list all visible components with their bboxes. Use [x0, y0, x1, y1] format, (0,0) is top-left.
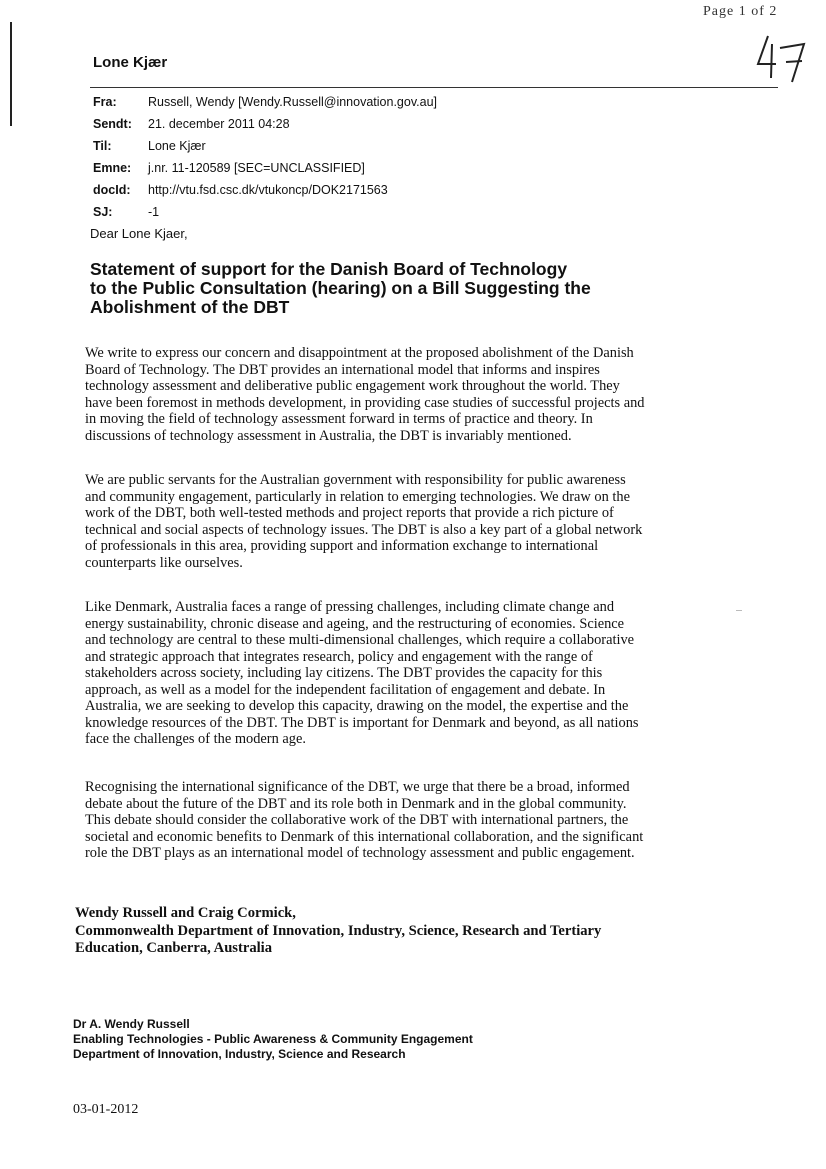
paragraph-line: societal and economic benefits to Denmark of this international collaboration, and the significant	[85, 828, 644, 845]
signature-block	[75, 905, 755, 958]
paragraph-line: approach, as well as a model for the independent facilitation of engagement and debate. In	[85, 681, 606, 698]
field-docid-key: docId:	[93, 183, 131, 197]
footer-line: Department of Innovation, Industry, Science and Research	[73, 1047, 406, 1061]
field-subject-value: j.nr. 11-120589 [SEC=UNCLASSIFIED]	[148, 161, 365, 175]
handwritten-number	[754, 34, 810, 84]
field-sj	[93, 205, 159, 219]
paragraph-line: face the challenges of the modern age.	[85, 731, 306, 747]
signature-line: Wendy Russell and Craig Cormick,	[75, 905, 296, 921]
paragraph-line: technical and social aspects of technology issues. The DBT is also a key part of a global network	[85, 521, 643, 538]
paragraph-concern	[85, 345, 745, 444]
signature-line: Commonwealth Department of Innovation, Industry, Science, Research and Tertiary	[75, 922, 602, 939]
field-docid-value: http://vtu.fsd.csc.dk/vtukoncp/DOK2171563	[148, 183, 388, 197]
paragraph-public-servants	[85, 472, 745, 571]
paragraph-line: We are public servants for the Australian government with responsibility for public awareness	[85, 472, 626, 488]
field-to-key: Til:	[93, 139, 112, 153]
page-number: Page 1 of 2	[703, 4, 778, 19]
field-subject-key: Emne:	[93, 161, 132, 175]
field-sent-key: Sendt:	[93, 117, 132, 131]
paragraph-line: of professionals in this area, providing support and information exchange to international	[85, 538, 599, 554]
title-line: Abolishment of the DBT	[90, 297, 290, 317]
field-docid	[93, 183, 388, 197]
field-sent-value: 21. december 2011 04:28	[148, 117, 290, 131]
field-sent	[93, 117, 290, 131]
field-subject	[93, 161, 365, 175]
paragraph-recognising	[85, 779, 745, 862]
document-date: 03-01-2012	[73, 1102, 139, 1117]
paragraph-line: have been foremost in methods development, in providing case studies of successful projects and	[85, 394, 645, 411]
paragraph-line: role the DBT plays as an international model of technology assessment and public engagement.	[85, 845, 635, 861]
paragraph-line: counterparts like ourselves.	[85, 554, 243, 571]
paragraph-line: energy sustainability, chronic disease and ageing, and the restructuring of economies. Science	[85, 615, 625, 632]
paragraph-line: Board of Technology. The DBT provides an international model that informs and inspires	[85, 361, 600, 378]
field-sj-value: -1	[148, 205, 160, 219]
scan-speck	[736, 610, 742, 611]
paragraph-line: stakeholders across society, including lay citizens. The DBT provides the capacity for this	[85, 665, 603, 681]
paragraph-line: This debate should consider the collaborative work of the DBT with international partners, the	[85, 812, 629, 828]
title-line: Statement of support for the Danish Board of Technology	[90, 259, 568, 279]
paragraph-line: and community engagement, particularly in relation to emerging technologies. We draw on the	[85, 488, 630, 505]
header-divider	[90, 87, 778, 88]
paragraph-line: Australia, we are seeking to develop this capacity, drawing on the model, the expertise and the	[85, 698, 629, 714]
statement-title	[90, 260, 690, 317]
paragraph-line: Like Denmark, Australia faces a range of pressing challenges, including climate change and	[85, 599, 615, 615]
margin-line	[10, 22, 12, 126]
field-from-key: Fra:	[93, 95, 117, 109]
email-footer-signature	[73, 1017, 593, 1062]
field-sj-key: SJ:	[93, 205, 113, 219]
paragraph-line: and technology are central to these multi-dimensional challenges, which require a collaborative	[85, 632, 635, 648]
paragraph-line: debate about the future of the DBT and its role both in Denmark and in the global community.	[85, 795, 627, 812]
field-to-value: Lone Kjær	[148, 139, 206, 153]
signature-line: Education, Canberra, Australia	[75, 940, 273, 956]
footer-line: Dr A. Wendy Russell	[73, 1017, 190, 1031]
footer-line: Enabling Technologies - Public Awareness & Community Engagement	[73, 1032, 473, 1046]
paragraph-line: We write to express our concern and disappointment at the proposed abolishment of the Danish	[85, 345, 634, 361]
paragraph-line: work of the DBT, both well-tested methods and project reports that provide a rich picture of	[85, 505, 614, 521]
field-from-value: Russell, Wendy [Wendy.Russell@innovation.gov.au]	[148, 95, 437, 109]
paragraph-line: in moving the field of technology assessment forward in terms of practice and theory. In	[85, 411, 593, 427]
paragraph-line: knowledge resources of the DBT. The DBT is important for Denmark and beyond, as all nations	[85, 714, 639, 731]
sender-name: Lone Kjær	[93, 54, 168, 71]
paragraph-line: and strategic approach that integrates research, policy and engagement with the range of	[85, 648, 593, 665]
title-line: to the Public Consultation (hearing) on a Bill Suggesting the	[90, 278, 591, 298]
paragraph-line: technology assessment and deliberative public engagement work throughout the world. They	[85, 378, 620, 394]
field-from	[93, 95, 437, 109]
field-to	[93, 139, 206, 153]
paragraph-line: discussions of technology assessment in Australia, the DBT is invariably mentioned.	[85, 427, 572, 444]
paragraph-challenges	[85, 599, 745, 748]
paragraph-line: Recognising the international significance of the DBT, we urge that there be a broad, informed	[85, 779, 630, 795]
greeting: Dear Lone Kjaer,	[90, 226, 188, 241]
